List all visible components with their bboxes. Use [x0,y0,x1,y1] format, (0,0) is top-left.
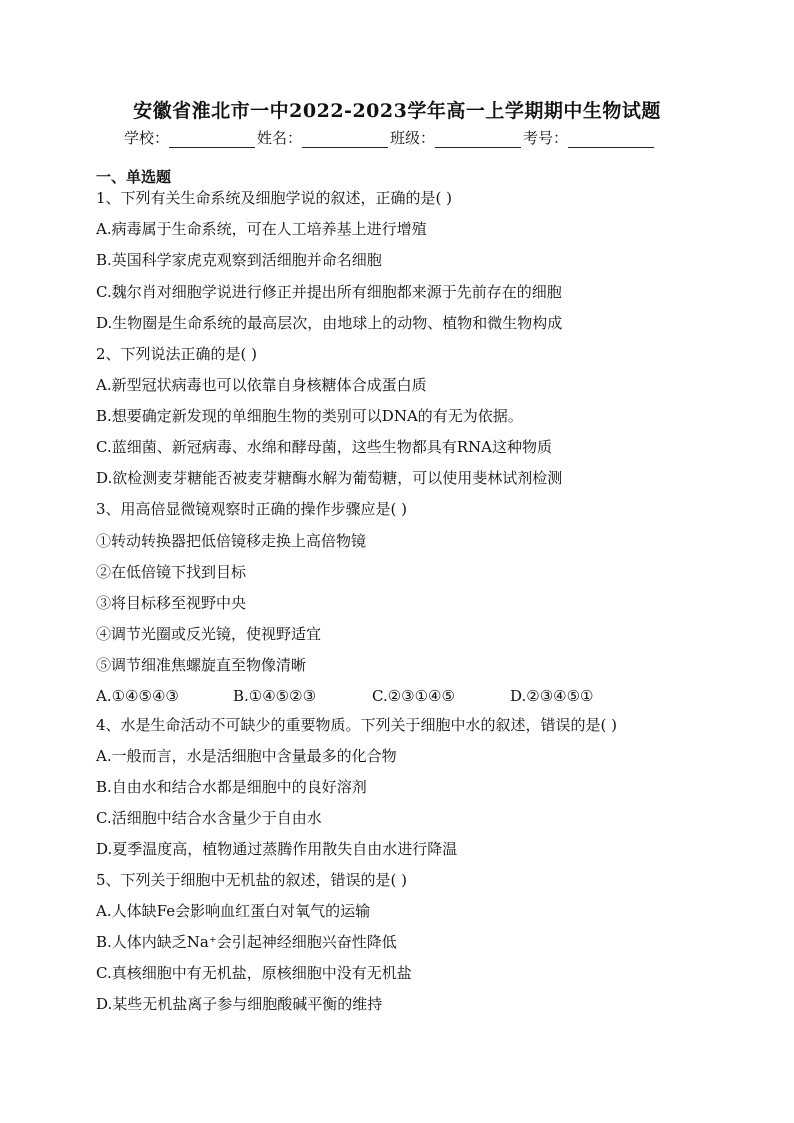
question-3-step-2: ②在低倍镜下找到目标 [96,563,247,581]
question-3-step-1: ①转动转换器把低倍镜移走换上高倍物镜 [96,532,367,550]
question-3-step-3: ③将目标移至视野中央 [96,594,247,612]
question-5-option-c: C.真核细胞中有无机盐，原核细胞中没有无机盐 [96,964,412,982]
question-3-option-d: D.②③④⑤① [510,687,594,705]
question-2-option-a: A.新型冠状病毒也可以依靠自身核糖体合成蛋白质 [96,376,427,394]
name-label: 姓名： [257,129,303,147]
question-4-option-a: A.一般而言，水是活细胞中含量最多的化合物 [96,747,397,765]
question-3-step-4: ④调节光圈或反光镜，使视野适宜 [96,625,322,643]
question-5-stem: 5、下列关于细胞中无机盐的叙述，错误的是( ) [96,871,408,889]
question-4-stem: 4、水是生命活动不可缺少的重要物质。下列关于细胞中水的叙述，错误的是( ) [96,716,618,734]
name-blank [302,131,388,148]
question-3-step-5: ⑤调节细准焦螺旋直至物像清晰 [96,656,307,674]
question-2-option-c: C.蓝细菌、新冠病毒、水绵和酵母菌，这些生物都具有RNA这种物质 [96,438,552,456]
question-1-option-a: A.病毒属于生命系统，可在人工培养基上进行增殖 [96,220,427,238]
school-label: 学校： [124,129,170,147]
exam-title: 安徽省淮北市一中2022-2023学年高一上学期期中生物试题 [133,100,661,122]
question-1-option-c: C.魏尔肖对细胞学说进行修正并提出所有细胞都来源于先前存在的细胞 [96,283,562,301]
student-info-row [124,126,684,148]
section-title: 一、单选题 [96,168,172,186]
question-3-option-c: C.②③①④⑤ [372,687,455,705]
question-5-option-d: D.某些无机盐离子参与细胞酸碱平衡的维持 [96,995,383,1013]
question-1-option-d: D.生物圈是生命系统的最高层次，由地球上的动物、植物和微生物构成 [96,314,563,332]
question-4-option-d: D.夏季温度高，植物通过蒸腾作用散失自由水进行降温 [96,840,458,858]
question-4-option-b: B.自由水和结合水都是细胞中的良好溶剂 [96,778,367,796]
question-4-option-c: C.活细胞中结合水含量少于自由水 [96,809,322,827]
question-1-stem: 1、下列有关生命系统及细胞学说的叙述，正确的是( ) [96,189,453,207]
class-blank [435,131,521,148]
question-3-option-b: B.①④⑤②③ [233,687,317,705]
question-2-stem: 2、下列说法正确的是( ) [96,345,258,363]
number-blank [568,131,654,148]
question-3-option-a: A.①④⑤④③ [96,687,179,705]
question-5-option-a: A.人体缺Fe会影响血红蛋白对氧气的运输 [96,902,371,920]
number-label: 考号： [523,129,569,147]
school-blank [169,131,255,148]
question-3-options [96,686,594,706]
question-3-stem: 3、用高倍显微镜观察时正确的操作步骤应是( ) [96,500,408,518]
question-5-option-b: B.人体内缺乏Na⁺会引起神经细胞兴奋性降低 [96,933,397,951]
question-2-option-d: D.欲检测麦芽糖能否被麦芽糖酶水解为葡萄糖，可以使用斐林试剂检测 [96,469,563,487]
question-2-option-b: B.想要确定新发现的单细胞生物的类别可以DNA的有无为依据。 [96,407,523,425]
class-label: 班级： [390,129,436,147]
question-1-option-b: B.英国科学家虎克观察到活细胞并命名细胞 [96,251,382,269]
